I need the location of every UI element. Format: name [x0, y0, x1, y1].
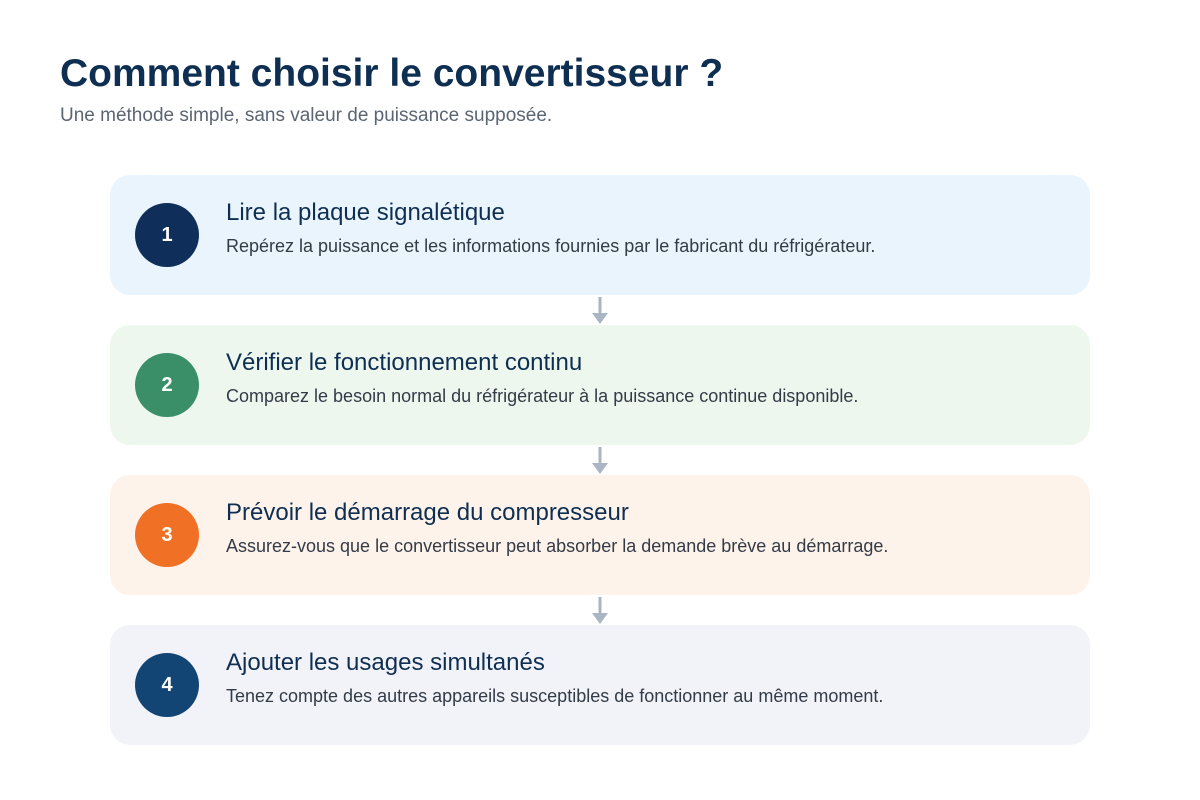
- page-subtitle: Une méthode simple, sans valeur de puissance supposée.: [60, 105, 553, 126]
- step-card-2: [110, 325, 1090, 445]
- step-description: Comparez le besoin normal du réfrigérateur à la puissance continue disponible.: [226, 386, 859, 406]
- step-card-3: [110, 475, 1090, 595]
- step-title: Vérifier le fonctionnement continu: [226, 349, 583, 376]
- step-title: Ajouter les usages simultanés: [226, 649, 545, 676]
- step-card-4: [110, 625, 1090, 745]
- arrow-down-icon: [591, 596, 609, 626]
- arrow-down-icon: [591, 446, 609, 476]
- step-description: Assurez-vous que le convertisseur peut absorber la demande brève au démarrage.: [226, 536, 889, 556]
- step-description: Tenez compte des autres appareils susceptibles de fonctionner au même moment.: [226, 686, 884, 706]
- step-card-1: [110, 175, 1090, 295]
- step-number-badge: 3: [135, 503, 199, 567]
- step-description: Repérez la puissance et les informations fournies par le fabricant du réfrigérateur.: [226, 236, 876, 256]
- page-title: Comment choisir le convertisseur ?: [60, 52, 724, 95]
- step-number-badge: 4: [135, 653, 199, 717]
- step-number-badge: 1: [135, 203, 199, 267]
- step-title: Prévoir le démarrage du compresseur: [226, 499, 629, 526]
- step-number-badge: 2: [135, 353, 199, 417]
- step-title: Lire la plaque signalétique: [226, 199, 505, 226]
- arrow-down-icon: [591, 296, 609, 326]
